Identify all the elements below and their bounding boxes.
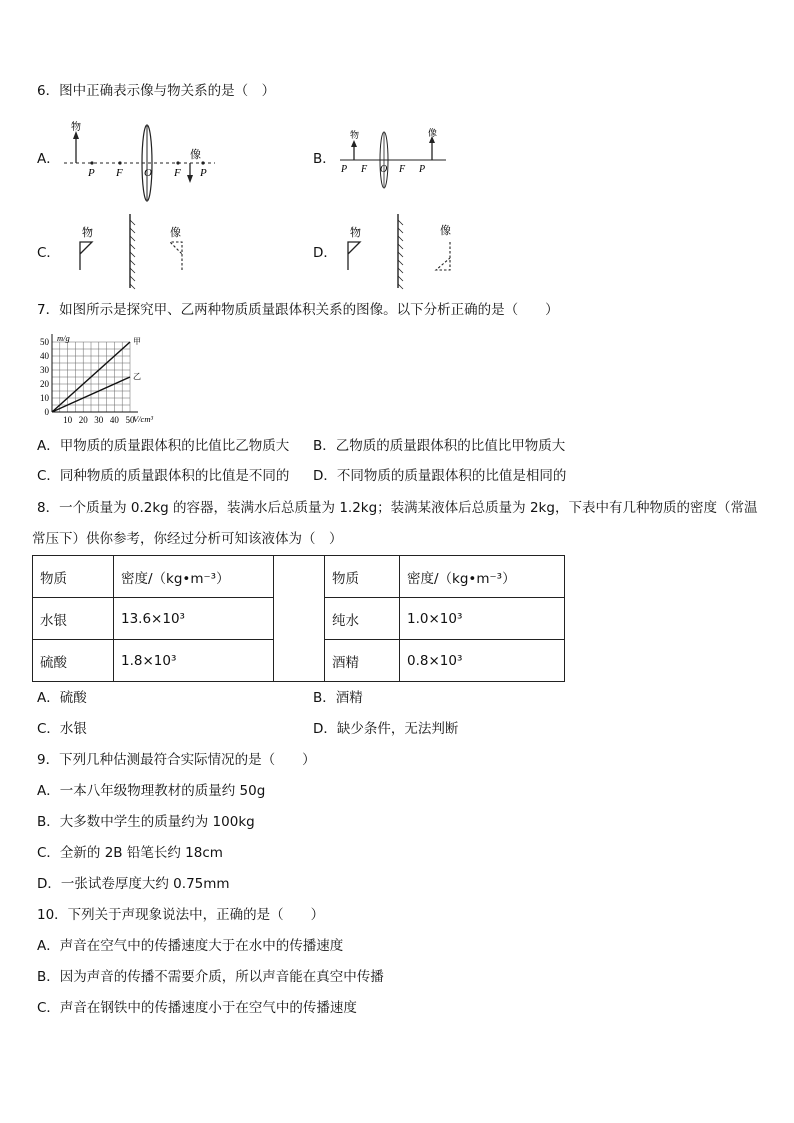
series-label: 甲 [133, 337, 141, 346]
y-tick-label: 20 [40, 379, 49, 389]
y-tick-label: 30 [40, 365, 49, 375]
cell-density: 1.8×10³ [114, 640, 274, 682]
table-spacer [274, 556, 325, 682]
series-label: 乙 [133, 372, 141, 381]
svg-text:像: 像 [428, 128, 438, 138]
q6-option-d-label[interactable]: D． [313, 245, 337, 261]
q6-diagram-b [336, 125, 451, 195]
q8-stem-line2: 常压下）供你参考，你经过分析可知该液体为（ ） [32, 531, 343, 547]
svg-text:O: O [144, 167, 152, 179]
y-tick-label: 10 [40, 393, 49, 403]
q8-option-b[interactable]: B．酒精 [313, 690, 363, 706]
svg-text:像: 像 [440, 225, 451, 237]
q6-option-b-label[interactable]: B． [313, 151, 336, 167]
svg-text:物: 物 [82, 227, 93, 239]
q9-option-a[interactable]: A．一本八年级物理教材的质量约 50g [37, 783, 266, 799]
svg-text:物: 物 [350, 227, 361, 239]
y-axis-label: m/g [57, 333, 70, 343]
svg-text:F: F [174, 167, 181, 179]
header-density-right: 密度/（kg•m⁻³） [400, 556, 565, 598]
q8-option-c[interactable]: C．水银 [37, 721, 87, 737]
y-tick-label: 40 [40, 351, 49, 361]
cell-substance: 水银 [33, 598, 114, 640]
q7-option-b[interactable]: B．乙物质的质量跟体积的比值比甲物质大 [313, 438, 566, 454]
q8-stem-line1: 8．一个质量为 0.2kg 的容器，装满水后总质量为 1.2kg；装满某液体后总质量为 2kg，下表中有几种物质的密度（常温 [37, 500, 758, 516]
header-substance-right: 物质 [325, 556, 400, 598]
q10-stem: 10．下列关于声现象说法中，正确的是（ ） [37, 907, 325, 923]
cell-substance: 硫酸 [33, 640, 114, 682]
a-object-label: 物 [71, 122, 81, 133]
cell-density: 1.0×10³ [400, 598, 565, 640]
x-tick-label: 50 [125, 415, 135, 425]
cell-substance: 纯水 [325, 598, 400, 640]
q6-diagram-d [338, 212, 458, 292]
q6-option-c-label[interactable]: C． [37, 245, 60, 261]
q8-option-d[interactable]: D．缺少条件，无法判断 [313, 721, 459, 737]
q9-option-c[interactable]: C．全新的 2B 铅笔长约 18cm [37, 845, 223, 861]
q9-stem: 9．下列几种估测最符合实际情况的是（ ） [37, 752, 316, 768]
header-substance-left: 物质 [33, 556, 114, 598]
q7-stem: 7．如图所示是探究甲、乙两种物质质量跟体积关系的图像。以下分析正确的是（ ） [37, 302, 559, 318]
x-tick-label: 20 [78, 415, 88, 425]
table-row [33, 556, 565, 598]
svg-text:O: O [380, 164, 388, 175]
x-axis-label: V/cm³ [133, 414, 154, 424]
y-tick-label: 50 [40, 337, 49, 347]
q7-option-c[interactable]: C．同种物质的质量跟体积的比值是不同的 [37, 468, 290, 484]
svg-text:F: F [116, 167, 123, 179]
cell-density: 0.8×10³ [400, 640, 565, 682]
q9-option-d[interactable]: D．一张试卷厚度大约 0.75mm [37, 876, 230, 892]
svg-text:F: F [361, 164, 368, 175]
x-tick-label: 10 [63, 415, 73, 425]
q10-option-b[interactable]: B．因为声音的传播不需要介质，所以声音能在真空中传播 [37, 969, 384, 985]
x-tick-label: 40 [109, 415, 119, 425]
density-table [32, 555, 565, 682]
svg-text:像: 像 [170, 227, 181, 239]
q6-diagram-c [70, 212, 190, 292]
svg-text:P: P [419, 164, 426, 175]
svg-text:P: P [341, 164, 348, 175]
q10-option-a[interactable]: A．声音在空气中的传播速度大于在水中的传播速度 [37, 938, 344, 954]
q7-mass-volume-chart [30, 326, 180, 428]
svg-text:物: 物 [350, 130, 360, 140]
svg-text:F: F [399, 164, 406, 175]
q8-option-a[interactable]: A．硫酸 [37, 690, 87, 706]
cell-density: 13.6×10³ [114, 598, 274, 640]
cell-substance: 酒精 [325, 640, 400, 682]
header-density-left: 密度/（kg•m⁻³） [114, 556, 274, 598]
svg-text:P: P [200, 167, 207, 179]
q7-option-d[interactable]: D．不同物质的质量跟体积的比值是相同的 [313, 468, 567, 484]
q10-option-c[interactable]: C．声音在钢铁中的传播速度小于在空气中的传播速度 [37, 1000, 357, 1016]
q6-stem: 6．图中正确表示像与物关系的是（ ） [37, 83, 276, 99]
svg-text:P: P [88, 167, 95, 179]
q9-option-b[interactable]: B．大多数中学生的质量约为 100kg [37, 814, 255, 830]
q6-diagram-a [60, 118, 225, 208]
y-tick-label: 0 [44, 407, 49, 417]
a-image-label: 像 [190, 149, 201, 161]
q7-option-a[interactable]: A．甲物质的质量跟体积的比值比乙物质大 [37, 438, 290, 454]
x-tick-label: 30 [94, 415, 104, 425]
q6-option-a-label[interactable]: A． [37, 151, 60, 167]
